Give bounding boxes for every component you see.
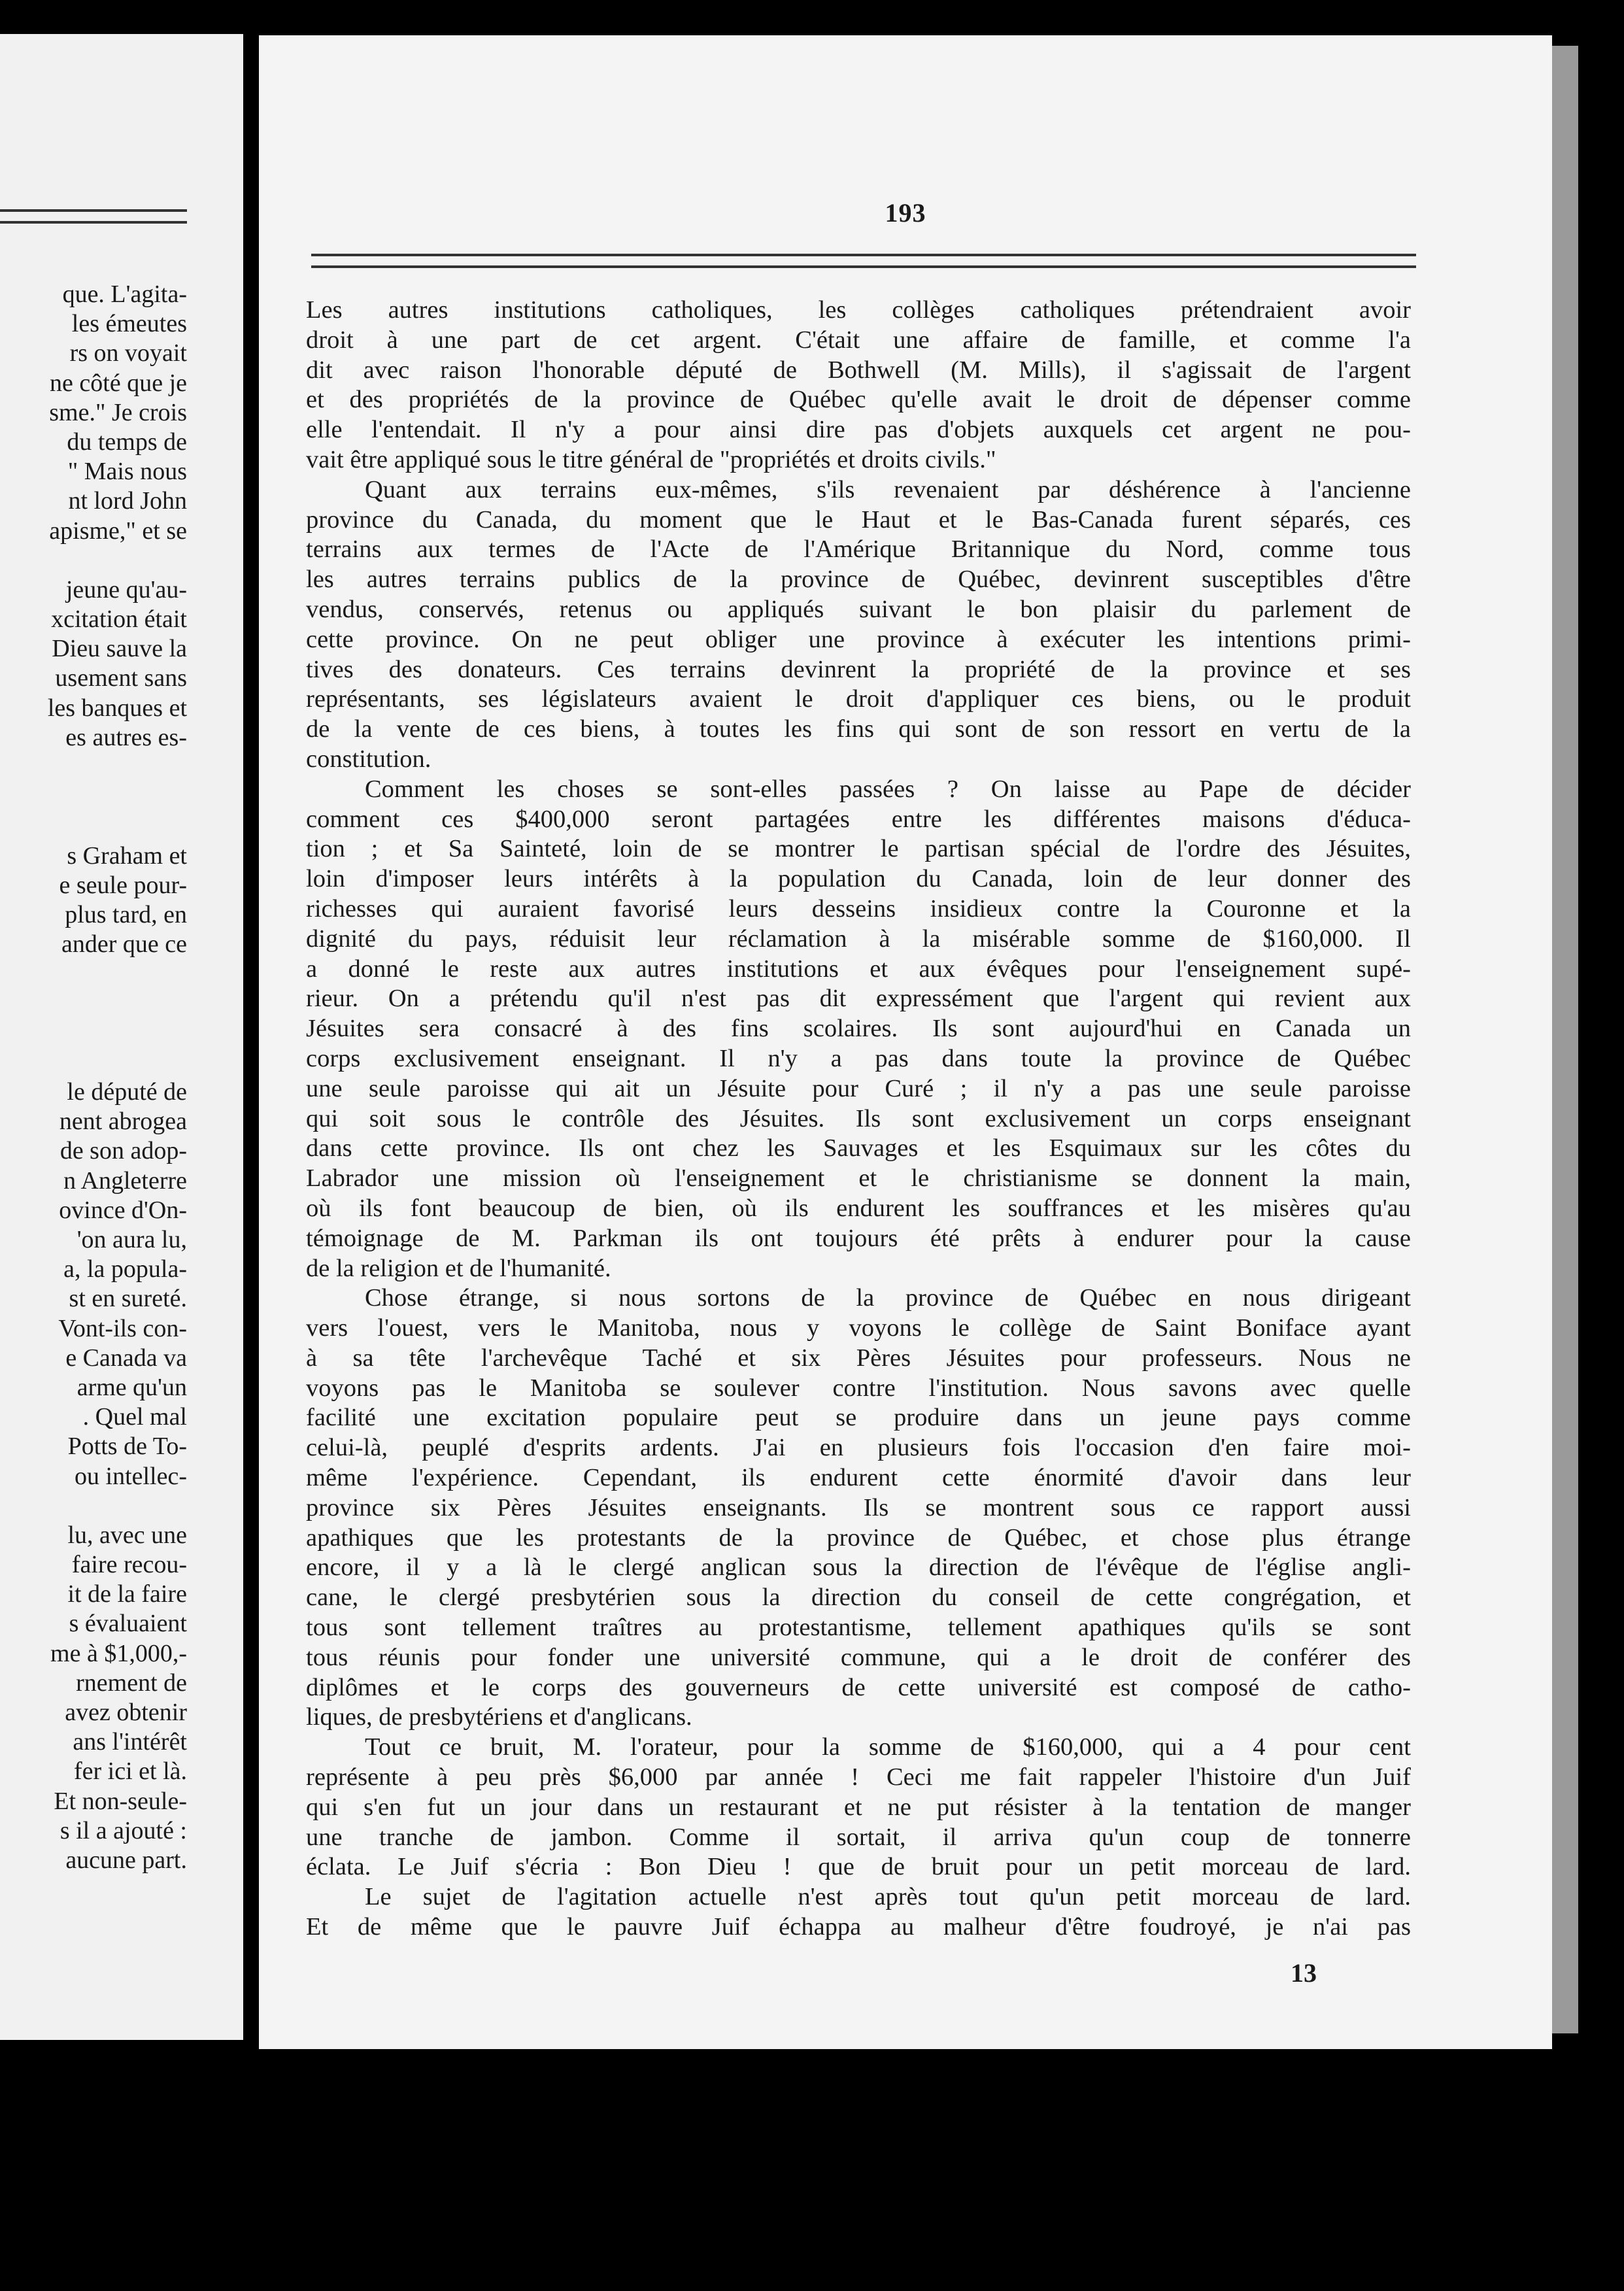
previous-page-line: s il a ajouté : (59, 1816, 187, 1844)
previous-page-line: les banques et (47, 694, 187, 722)
previous-page-line: ou intellec- (75, 1462, 187, 1490)
text-line: les autres terrains publics de la province de Québec, devinrent susceptibles d'être (306, 566, 1411, 594)
previous-page-line: rnement de (76, 1669, 187, 1697)
previous-page-line: s évaluaient (69, 1610, 187, 1638)
body-text (306, 296, 1411, 1943)
previous-page-line: Dieu sauve la (52, 635, 187, 663)
page-number: 193 (885, 198, 926, 228)
previous-page-line: Potts de To- (67, 1433, 187, 1461)
text-line: vait être appliqué sous le titre général de "propriétés et droits civils." (306, 445, 996, 473)
previous-page-line (0, 546, 187, 575)
previous-page-text (0, 280, 187, 1875)
text-line: éclata. Le Juif s'écria : Bon Dieu ! que de bruit pour un petit morceau de lard. (306, 1853, 1411, 1881)
header-rule (311, 254, 1416, 268)
previous-page-line: du temps de (67, 428, 187, 456)
previous-page-line: fer ici et là. (73, 1757, 187, 1786)
text-line: dit avec raison l'honorable député de Bothwell (M. Mills), il s'agissait de l'argent (306, 356, 1411, 384)
text-line: témoignage de M. Parkman ils ont toujours été prêts à endurer pour la cause (306, 1224, 1411, 1252)
previous-page-line: nt lord John (68, 487, 187, 515)
previous-page-line: faire recou- (71, 1551, 187, 1579)
previous-page-line: aucune part. (65, 1846, 187, 1874)
previous-page-line: Et non-seule- (54, 1787, 187, 1815)
text-line: constitution. (306, 745, 431, 773)
previous-page-line: plus tard, en (65, 900, 187, 928)
text-line: Chose étrange, si nous sortons de la province de Québec en nous dirigeant (365, 1284, 1411, 1312)
previous-page-line (0, 1048, 187, 1078)
previous-page-line: . Quel mal (82, 1403, 187, 1431)
previous-page-line: st en sureté. (69, 1285, 187, 1313)
previous-page-line: nent abrogea (59, 1108, 187, 1136)
previous-page-line: lu, avec une (67, 1521, 187, 1549)
text-line: province six Pères Jésuites enseignants. Ils se montrent sous ce rapport aussi (306, 1493, 1411, 1521)
text-line: vers l'ouest, vers le Manitoba, nous y voyons le collège de Saint Boniface ayant (306, 1314, 1411, 1342)
text-line: de la religion et de l'humanité. (306, 1254, 611, 1282)
text-line: liques, de presbytériens et d'anglicans. (306, 1703, 692, 1731)
text-line: où ils font beaucoup de bien, où ils endurent les souffrances et les misères qu'au (306, 1194, 1411, 1222)
previous-page-line (0, 1491, 187, 1521)
text-line: tous sont tellement traîtres au protestantisme, tellement apathiques qu'ils se sont (306, 1614, 1411, 1642)
previous-page-line: me à $1,000,- (50, 1639, 187, 1667)
page-edge-shadow (1552, 46, 1578, 2033)
text-line: Labrador une mission où l'enseignement et le christianisme se donnent la main, (306, 1164, 1411, 1193)
previous-page-line: avez obtenir (65, 1699, 187, 1726)
text-line: vendus, conservés, retenus ou appliqués suivant le bon plaisir du parlement de (306, 595, 1411, 623)
previous-page-line: le député de (67, 1078, 187, 1106)
text-line: voyons pas le Manitoba se soulever contre l'institution. Nous savons avec quelle (306, 1374, 1411, 1402)
previous-page-line: les émeutes (71, 310, 187, 338)
text-line: Jésuites sera consacré à des fins scolaires. Ils sont aujourd'hui en Canada un (306, 1015, 1411, 1043)
previous-page-line (0, 1019, 187, 1048)
text-line: tous réunis pour fonder une université commune, qui a le droit de conférer des (306, 1643, 1411, 1671)
previous-page-line: rs on voyait (69, 339, 187, 367)
previous-page-line: ans l'intérêt (73, 1728, 187, 1756)
previous-page-line: jeune qu'au- (65, 575, 187, 603)
text-line: loin d'imposer leurs intérêts à la population du Canada, loin de leur donner des (306, 865, 1411, 893)
previous-page-line: 'on aura lu, (76, 1226, 187, 1253)
text-line: encore, il y a là le clergé anglican sous la direction de l'évêque de l'église angli- (306, 1553, 1411, 1582)
text-line: même l'expérience. Cependant, ils endurent cette énormité d'avoir dans leur (306, 1464, 1411, 1492)
text-line: richesses qui auraient favorisé leurs desseins insidieux contre la Couronne et la (306, 894, 1411, 923)
text-line: tives des donateurs. Ces terrains devinrent la propriété de la province et ses (306, 655, 1411, 683)
text-line: Le sujet de l'agitation actuelle n'est après tout qu'un petit morceau de lard. (365, 1883, 1411, 1911)
previous-page-line: que. L'agita- (62, 280, 187, 308)
text-line: diplômes et le corps des gouverneurs de cette université est composé de catho- (306, 1673, 1411, 1701)
text-line: cane, le clergé presbytérien sous la direction du conseil de cette congrégation, et (306, 1584, 1411, 1612)
signature-mark: 13 (1291, 1958, 1317, 1988)
text-line: celui-là, peuplé d'esprits ardents. J'ai en plusieurs fois l'occasion d'en faire moi- (306, 1434, 1411, 1462)
text-line: Les autres institutions catholiques, les collèges catholiques prétendraient avoir (306, 296, 1411, 324)
text-line: Quant aux terrains eux-mêmes, s'ils revenaient par déshérence à l'ancienne (365, 475, 1411, 503)
previous-page-line: it de la faire (67, 1580, 187, 1608)
text-line: tion ; et Sa Sainteté, loin de se montrer le partisan spécial de l'ordre des Jésuites, (306, 835, 1411, 863)
previous-page-line: xcitation était (51, 605, 187, 634)
text-line: dans cette province. Ils ont chez les Sauvages et les Esquimaux sur les côtes du (306, 1134, 1411, 1162)
text-line: dignité du pays, réduisit leur réclamation à la misérable somme de $160,000. Il (306, 925, 1411, 953)
previous-page-line: arme qu'un (76, 1373, 187, 1401)
previous-page-line: sme." Je crois (49, 398, 187, 426)
text-line: elle l'entendait. Il n'y a pour ainsi dire pas d'objets auxquels cet argent ne pou- (306, 416, 1411, 444)
text-line: une tranche de jambon. Comme il sortait, il arriva qu'un coup de tonnerre (306, 1823, 1411, 1851)
text-line: et des propriétés de la province de Québec qu'elle avait le droit de dépenser comme (306, 386, 1411, 414)
previous-page-line (0, 782, 187, 811)
previous-page-line (0, 959, 187, 989)
text-line: de la vente de ces biens, à toutes les fins qui sont de son ressort en vertu de la (306, 715, 1411, 743)
previous-page-line: usement sans (55, 664, 187, 692)
text-line: apathiques que les protestants de la province de Québec, et chose plus étrange (306, 1523, 1411, 1552)
previous-page-line: de son adop- (59, 1137, 187, 1165)
text-line: représente à peu près $6,000 par année ! Ceci me fait rappeler l'histoire d'un Juif (306, 1763, 1411, 1791)
text-line: Comment les choses se sont-elles passées ? On laisse au Pape de décider (365, 775, 1411, 803)
previous-page-strip (0, 34, 243, 2040)
previous-page-line (0, 989, 187, 1019)
text-line: facilité une excitation populaire peut se produire dans un jeune pays comme (306, 1404, 1411, 1432)
previous-page-line: ovince d'On- (59, 1196, 187, 1224)
text-line: Et de même que le pauvre Juif échappa au malheur d'être foudroyé, je n'ai pas (306, 1913, 1411, 1941)
text-line: représentants, ses législateurs avaient le droit d'appliquer ces biens, ou le produit (306, 685, 1411, 713)
previous-page-line: e seule pour- (59, 871, 187, 899)
text-line: province du Canada, du moment que le Haut et le Bas-Canada furent séparés, ces (306, 505, 1411, 534)
previous-page-line (0, 811, 187, 841)
previous-page-line: e Canada va (65, 1344, 187, 1372)
previous-page-line: ne côté que je (50, 369, 187, 397)
previous-page-line: apisme," et se (49, 517, 187, 545)
current-page (259, 35, 1552, 2049)
text-line: a donné le reste aux autres institutions et aux évêques pour l'enseignement supé- (306, 955, 1411, 983)
text-line: à sa tête l'archevêque Taché et six Pères Jésuites pour professeurs. Nous ne (306, 1344, 1411, 1372)
text-line: cette province. On ne peut obliger une province à exécuter les intentions primi- (306, 625, 1411, 653)
previous-page-line: n Angleterre (63, 1166, 187, 1195)
previous-page-header-rule (0, 209, 187, 224)
text-line: rieur. On a prétendu qu'il n'est pas dit expressément que l'argent qui revient aux (306, 985, 1411, 1013)
text-line: droit à une part de cet argent. C'était une affaire de famille, et comme l'a (306, 326, 1411, 354)
previous-page-line: ander que ce (61, 930, 187, 959)
text-line: corps exclusivement enseignant. Il n'y a pas dans toute la province de Québec (306, 1044, 1411, 1072)
previous-page-line: a, la popula- (63, 1255, 187, 1283)
previous-page-line: Vont-ils con- (58, 1314, 187, 1342)
text-line: comment ces $400,000 seront partagées entre les différentes maisons d'éduca- (306, 805, 1411, 833)
text-line: qui soit sous le contrôle des Jésuites. Ils sont exclusivement un corps enseignant (306, 1104, 1411, 1132)
previous-page-line (0, 753, 187, 782)
previous-page-line: s Graham et (67, 841, 187, 870)
text-line: qui s'en fut un jour dans un restaurant et ne put résister à la tentation de manger (306, 1793, 1411, 1821)
text-line: terrains aux termes de l'Acte de l'Amérique Britannique du Nord, comme tous (306, 535, 1411, 564)
previous-page-line: es autres es- (65, 723, 187, 751)
previous-page-line: " Mais nous (67, 458, 187, 486)
text-line: Tout ce bruit, M. l'orateur, pour la somme de $160,000, qui a 4 pour cent (365, 1733, 1411, 1761)
text-line: une seule paroisse qui ait un Jésuite pour Curé ; il n'y a pas une seule paroisse (306, 1074, 1411, 1102)
